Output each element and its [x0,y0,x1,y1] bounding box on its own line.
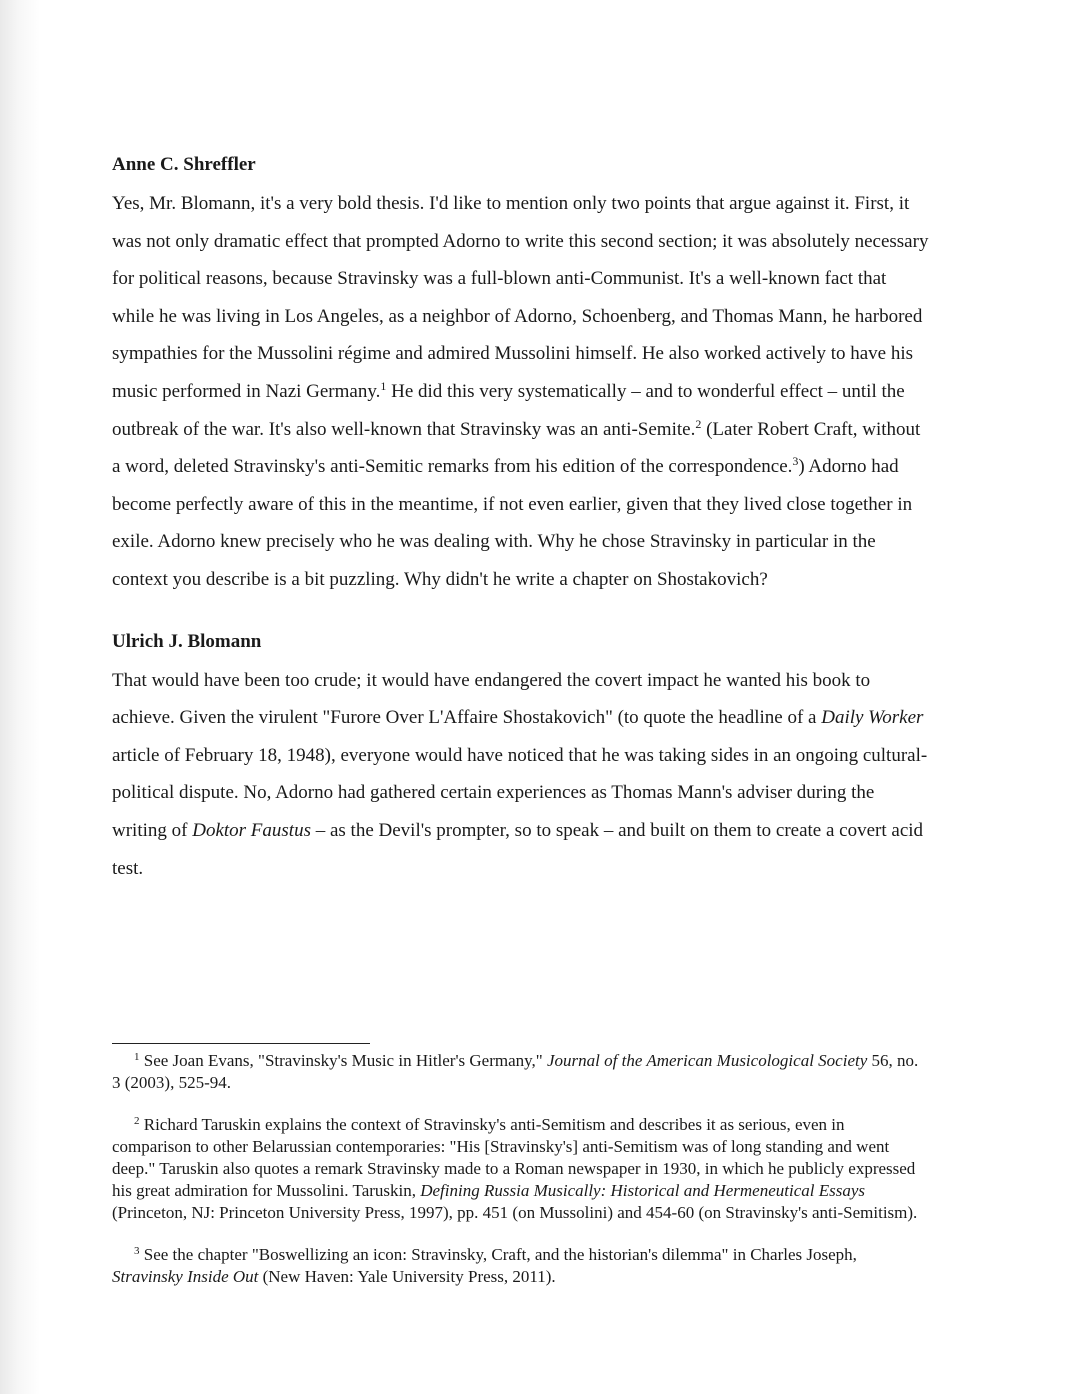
footnote-ref-2: 2 [695,416,702,431]
footnote-number: 1 [134,1051,140,1063]
speech-blomann: That would have been too crude; it would have endangered the covert impact he wanted his book to achieve. Given the virulent "Furore Over L'Affaire Shostakovich" (to quote the headline of a Daily Worker article of February 18, 1948), everyone would have noticed that he was taking sides in an ongoing cultural-political dispute. No, Adorno had gathered certain experiences as Thomas Mann's adviser during the writing of Doktor Faustus – as the Devil's prompter, so to speak – and built on them to create a covert acid test. [112,669,928,879]
footnote-2: $^2$ Richard Taruskin explains the context of Stravinsky's anti-Semitism and describes it as serious, even in comparison to other Belarussian contemporaries: "His [Stravinsky's] anti-Semitism was of long standing and went deep." Taruskin also quotes a remark Stravinsky made to a Roman newspaper in 1930, in which he publicly expressed his great admiration for Mussolini. Taruskin, Defining Russia Musically: Historical and Hermeneutical Essays (Princeton, NJ: Princeton University Press, 1997), pp. 451 (on Mussolini) and 454-60 (on Stravinsky's anti-Semitism). [112,1115,918,1222]
footnote-number: 3 [134,1245,140,1257]
footnote-1: $^1$ See Joan Evans, "Stravinsky's Music in Hitler's Germany," Journal of the American Musicological Society 56, no. 3 (2003), 525-94. [112,1051,919,1092]
footnote-ref-3: 3 [792,454,799,469]
footnote-ref-1: 1 [380,378,387,393]
speech-shreffler: Yes, Mr. Blomann, it's a very bold thesis. I'd like to mention only two points that argue against it. First, it was not only dramatic effect that prompted Adorno to write this second section; it was absolutely necessary for political reasons, because Stravinsky was a full-blown anti-Communist. It's a well-known fact that while he was living in Los Angeles, as a neighbor of Adorno, Schoenberg, and Thomas Mann, he harbored sympathies for the Mussolini régime and admired Mussolini himself. He also worked actively to have his music performed in Nazi Germany.$^1$ He did this very systematically – and to wonderful effect – until the outbreak of the war. It's also well-known that Stravinsky was an anti-Semite.$^2$ (Later Robert Craft, without a word, deleted Stravinsky's anti-Semitic remarks from his edition of the correspondence.$^3$) Adorno had become perfectly aware of this in the meantime, if not even earlier, given that they lived close together in exile. Adorno knew precisely who he was dealing with. Why he chose Stravinsky in particular in the context you describe is a bit puzzling. Why didn't he write a chapter on Shostakovich? [112,193,929,590]
speaker-name-blomann: Ulrich J. Blomann [112,630,262,652]
footnote-number: 2 [134,1115,140,1127]
main-text [112,152,932,887]
footnote-divider [112,1043,370,1044]
footnote-3: $^3$ See the chapter "Boswellizing an icon: Stravinsky, Craft, and the historian's dilemma" in Charles Joseph, Stravinsky Inside Out (New Haven: Yale University Press, 2011). [112,1245,857,1286]
footnotes-section [112,1050,927,1308]
speaker-name-shreffler: Anne C. Shreffler [112,154,256,175]
italic-title-doktor-faustus: Doktor Faustus [192,819,311,841]
italic-title-daily-worker: Daily Worker [821,707,924,729]
